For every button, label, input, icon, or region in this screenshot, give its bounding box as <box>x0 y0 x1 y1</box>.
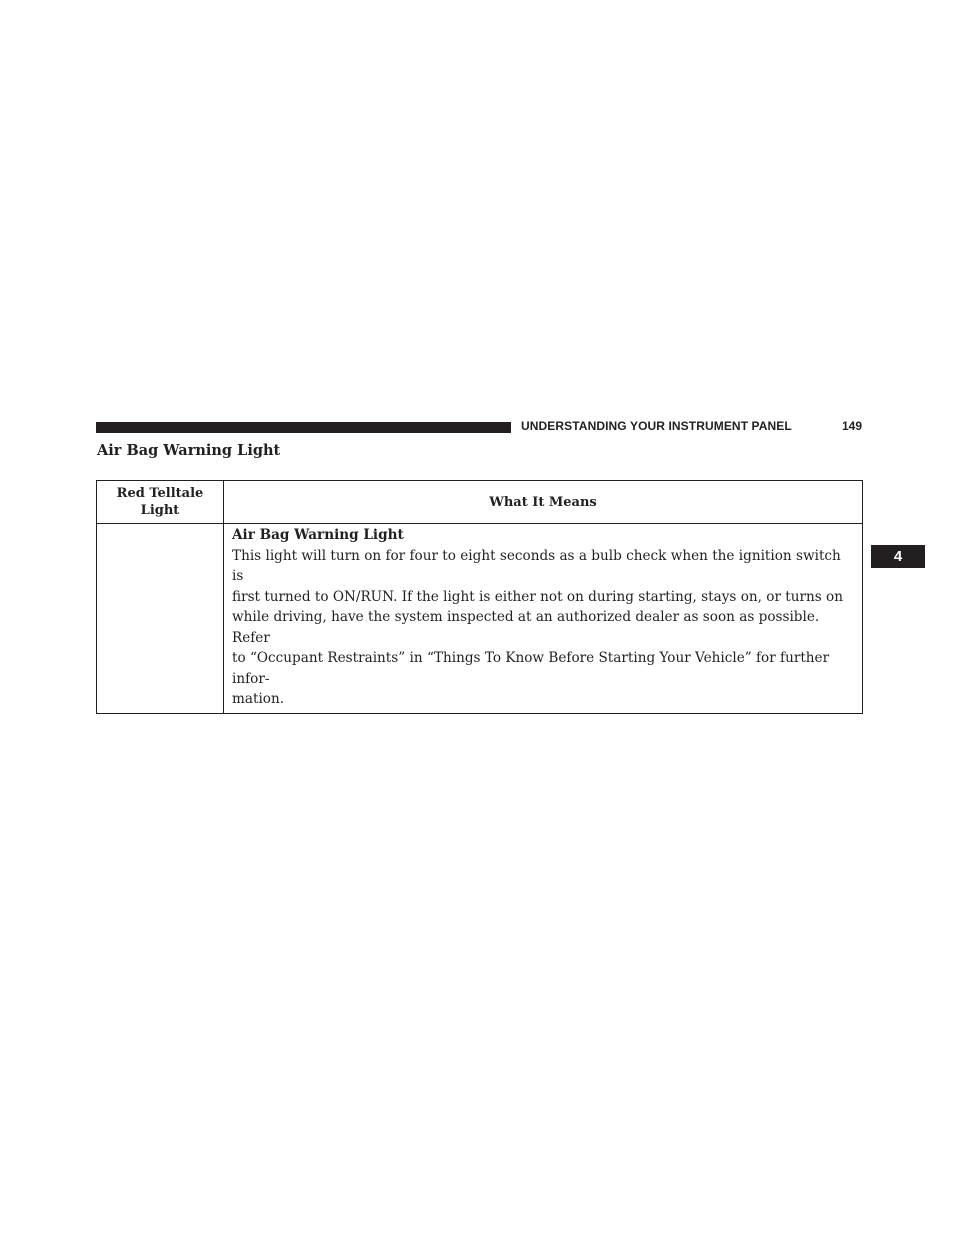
column-header-telltale: Red Telltale Light <box>97 481 224 524</box>
chapter-tab: 4 <box>871 545 925 568</box>
meaning-cell <box>224 524 863 714</box>
header-rule-bar <box>96 422 511 433</box>
telltale-table <box>96 480 863 714</box>
meaning-line: mation. <box>232 691 285 707</box>
meaning-line: to “Occupant Restraints” in “Things To Know Before Starting Your Vehicle” for further infor- <box>232 650 830 687</box>
running-header-title: UNDERSTANDING YOUR INSTRUMENT PANEL <box>521 419 792 433</box>
section-heading: Air Bag Warning Light <box>97 442 281 459</box>
table-header-row <box>97 481 863 524</box>
meaning-title: Air Bag Warning Light <box>232 527 404 543</box>
meaning-line: This light will turn on for four to eight seconds as a bulb check when the ignition switch is <box>232 547 841 584</box>
column-header-meaning: What It Means <box>224 481 863 524</box>
meaning-line: first turned to ON/RUN. If the light is either not on during starting, stays on, or turns on <box>232 588 843 605</box>
meaning-line: while driving, have the system inspected at an authorized dealer as soon as possible. Refer <box>232 609 820 646</box>
telltale-cell <box>97 524 224 714</box>
table-row <box>97 524 863 714</box>
page-number: 149 <box>842 419 863 433</box>
